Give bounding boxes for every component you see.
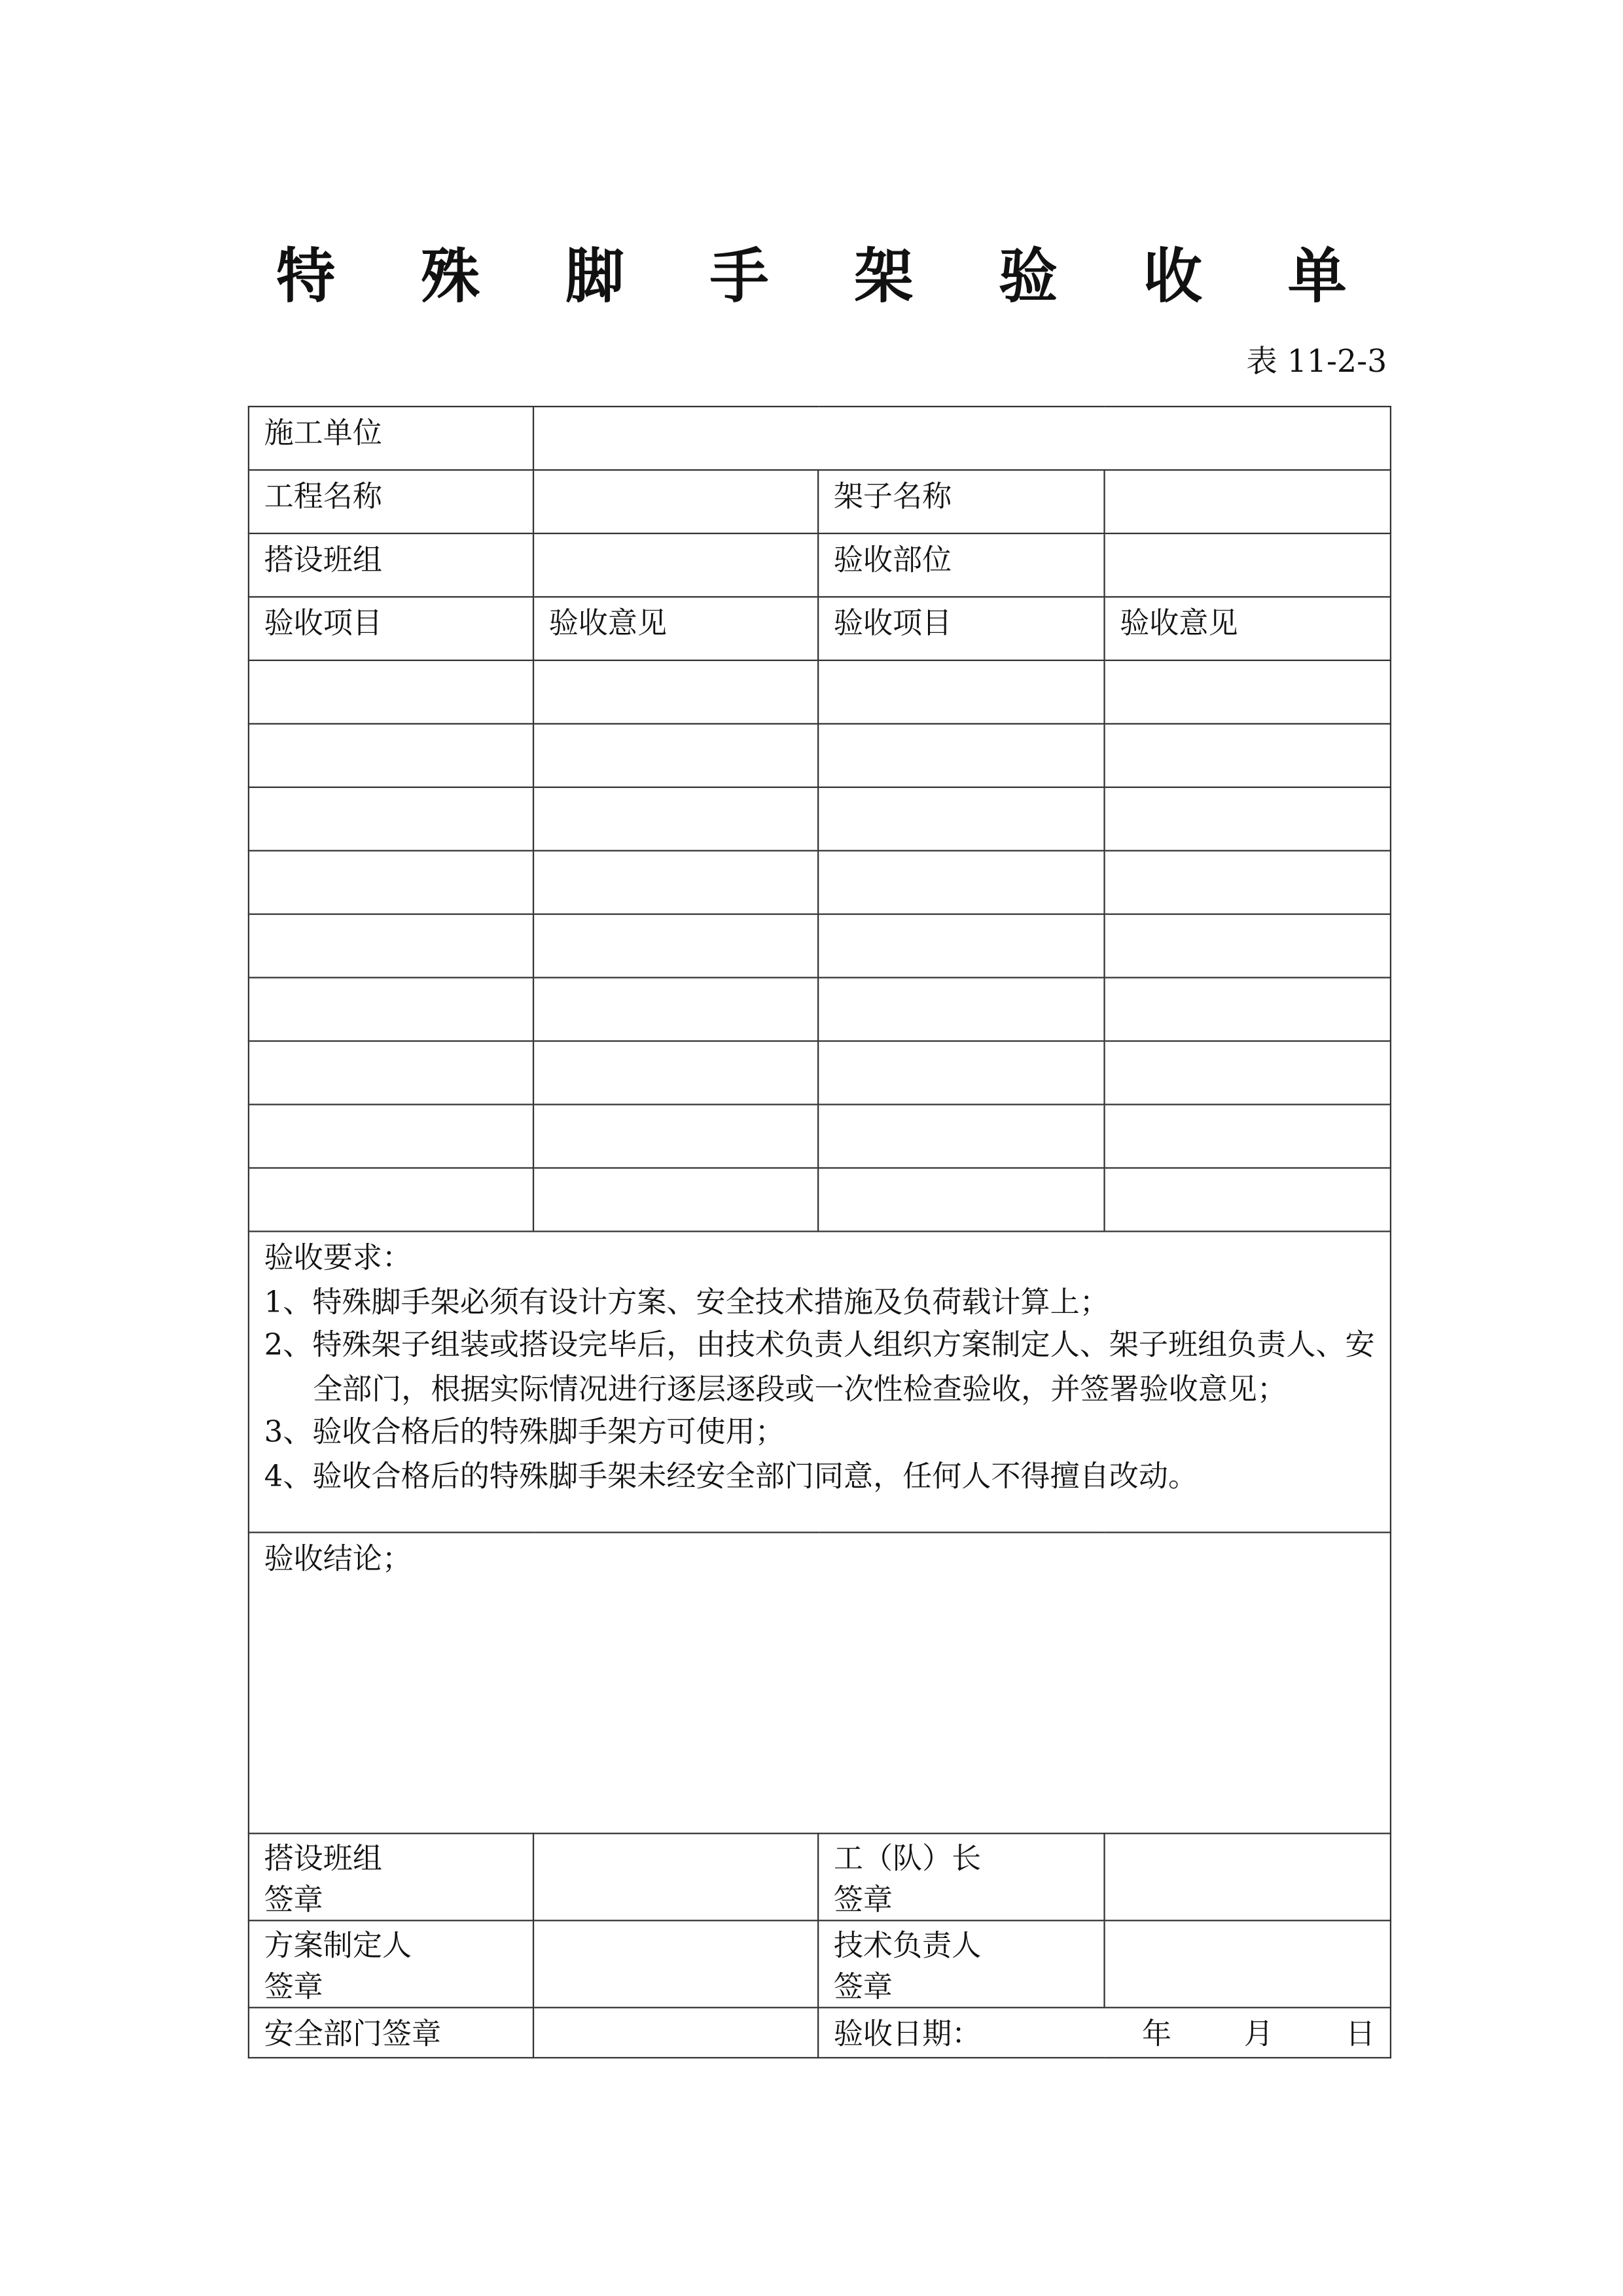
opinion-cell[interactable] [533, 914, 818, 978]
scaffold-name-field[interactable] [1105, 470, 1391, 533]
requirement-item: 4、验收合格后的特殊脚手架未经安全部门同意，任何人不得擅自改动。 [264, 1457, 1198, 1493]
year-label: 年 [1142, 2015, 1172, 2051]
column-header: 验收意见 [533, 597, 818, 660]
conclusion-field[interactable] [249, 1532, 1391, 1833]
conclusion-row [249, 1532, 1391, 1833]
document-title: 特 殊 脚 手 架 验 收 单 [276, 242, 1380, 312]
opinion-cell[interactable] [533, 851, 818, 914]
tech-signature-line2: 签章 [833, 1968, 893, 2004]
construction-unit-field[interactable] [533, 406, 1391, 470]
item-cell[interactable] [818, 660, 1104, 724]
item-cell[interactable] [249, 978, 533, 1041]
requirements-section [249, 1231, 1391, 1532]
column-header: 验收项目 [249, 597, 533, 660]
opinion-cell[interactable] [533, 787, 818, 851]
item-cell[interactable] [249, 1041, 533, 1105]
table-row [249, 724, 1391, 787]
column-header: 验收意见 [1105, 597, 1391, 660]
opinion-cell[interactable] [1105, 787, 1391, 851]
item-cell[interactable] [249, 1105, 533, 1168]
table-row [249, 787, 1391, 851]
team-signature-line1: 搭设班组 [264, 1840, 382, 1876]
table-row [249, 851, 1391, 914]
item-cell[interactable] [818, 1168, 1104, 1231]
signature-row [249, 1833, 1391, 1920]
opinion-cell[interactable] [1105, 724, 1391, 787]
foreman-signature-line2: 签章 [833, 1881, 893, 1917]
opinion-cell[interactable] [1105, 1105, 1391, 1168]
erection-team-row [249, 533, 1391, 597]
planner-signature-field[interactable] [533, 1920, 818, 2007]
item-cell[interactable] [818, 851, 1104, 914]
inspection-form-table [248, 406, 1391, 2058]
table-row [249, 660, 1391, 724]
safety-date-row [249, 2007, 1391, 2058]
requirements-row [249, 1231, 1391, 1532]
project-name-field[interactable] [533, 470, 818, 533]
item-cell[interactable] [818, 787, 1104, 851]
opinion-cell[interactable] [1105, 851, 1391, 914]
table-row [249, 1105, 1391, 1168]
foreman-signature-label [818, 1833, 1104, 1920]
table-row [249, 1041, 1391, 1105]
item-cell[interactable] [249, 851, 533, 914]
day-label: 日 [1346, 2015, 1376, 2051]
safety-signature-field[interactable] [533, 2007, 818, 2058]
team-signature-field[interactable] [533, 1833, 818, 1920]
inspection-location-label: 验收部位 [818, 533, 1104, 597]
requirements-heading: 验收要求： [264, 1239, 412, 1275]
requirement-item: 1、特殊脚手架必须有设计方案、安全技术措施及负荷载计算上； [264, 1283, 1109, 1319]
item-cell[interactable] [249, 724, 533, 787]
safety-signature-label: 安全部门签章 [249, 2007, 533, 2058]
opinion-cell[interactable] [533, 724, 818, 787]
opinion-cell[interactable] [1105, 914, 1391, 978]
planner-signature-label [249, 1920, 533, 2007]
opinion-cell[interactable] [1105, 1168, 1391, 1231]
item-cell[interactable] [818, 724, 1104, 787]
project-name-row [249, 470, 1391, 533]
conclusion-label: 验收结论； [264, 1540, 412, 1576]
table-row [249, 914, 1391, 978]
planner-signature-line1: 方案制定人 [264, 1927, 412, 1963]
scaffold-name-label: 架子名称 [818, 470, 1104, 533]
opinion-cell[interactable] [533, 1168, 818, 1231]
item-cell[interactable] [249, 914, 533, 978]
item-cell[interactable] [818, 978, 1104, 1041]
tech-signature-label [818, 1920, 1104, 2007]
column-header-row [249, 597, 1391, 660]
item-cell[interactable] [249, 787, 533, 851]
table-row [249, 978, 1391, 1041]
opinion-cell[interactable] [533, 978, 818, 1041]
erection-team-field[interactable] [533, 533, 818, 597]
opinion-cell[interactable] [1105, 1041, 1391, 1105]
tech-signature-line1: 技术负责人 [833, 1927, 982, 1963]
team-signature-line2: 签章 [264, 1881, 323, 1917]
requirement-item: 3、验收合格后的特殊脚手架方可使用； [264, 1413, 785, 1449]
table-row [249, 1168, 1391, 1231]
foreman-signature-field[interactable] [1105, 1833, 1391, 1920]
item-cell[interactable] [818, 1041, 1104, 1105]
planner-signature-line2: 签章 [264, 1968, 323, 2004]
inspection-date-field[interactable] [818, 2007, 1391, 2058]
item-cell[interactable] [818, 914, 1104, 978]
construction-unit-label: 施工单位 [249, 406, 533, 470]
inspection-location-field[interactable] [1105, 533, 1391, 597]
opinion-cell[interactable] [1105, 978, 1391, 1041]
requirement-item: 2、特殊架子组装或搭设完毕后，由技术负责人组织方案制定人、架子班组负责人、安全部门，根据实际情况进行逐层逐段或一次性检查验收，并签署验收意见； [264, 1326, 1375, 1406]
team-signature-label [249, 1833, 533, 1920]
column-header: 验收项目 [818, 597, 1104, 660]
item-cell[interactable] [249, 1168, 533, 1231]
construction-unit-row [249, 406, 1391, 470]
erection-team-label: 搭设班组 [249, 533, 533, 597]
item-cell[interactable] [818, 1105, 1104, 1168]
opinion-cell[interactable] [533, 1041, 818, 1105]
opinion-cell[interactable] [1105, 660, 1391, 724]
signature-row [249, 1920, 1391, 2007]
opinion-cell[interactable] [533, 1105, 818, 1168]
foreman-signature-line1: 工（队）长 [833, 1840, 982, 1876]
item-cell[interactable] [249, 660, 533, 724]
tech-signature-field[interactable] [1105, 1920, 1391, 2007]
month-label: 月 [1243, 2015, 1274, 2051]
form-number: 表 11-2-3 [1246, 344, 1387, 380]
project-name-label: 工程名称 [249, 470, 533, 533]
date-label: 验收日期： [833, 2015, 982, 2051]
opinion-cell[interactable] [533, 660, 818, 724]
